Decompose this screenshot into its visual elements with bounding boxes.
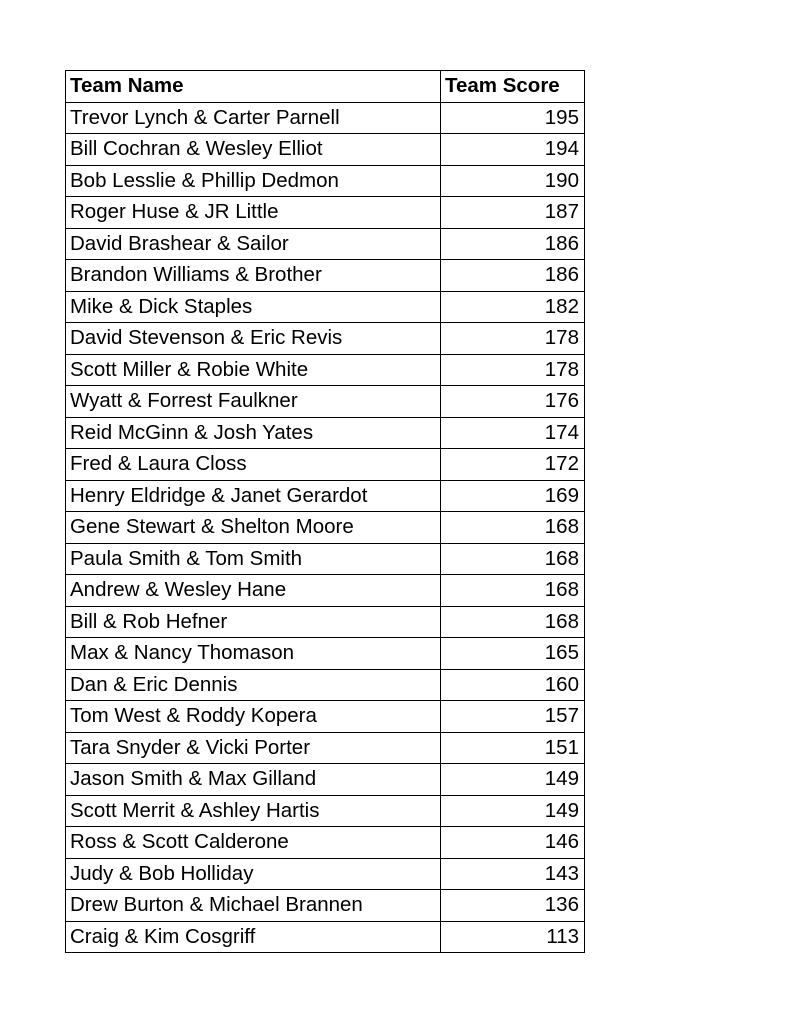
team-score-cell: 169 [441,480,585,512]
team-score-cell: 194 [441,134,585,166]
team-score-cell: 174 [441,417,585,449]
team-name-cell: Bill & Rob Hefner [66,606,441,638]
team-score-cell: 182 [441,291,585,323]
table-row [66,197,585,229]
team-name-cell: David Brashear & Sailor [66,228,441,260]
table-header-row [66,71,585,103]
team-name-cell: Drew Burton & Michael Brannen [66,890,441,922]
team-name-cell: Judy & Bob Holliday [66,858,441,890]
table-row [66,732,585,764]
team-score-cell: 157 [441,701,585,733]
team-name-cell: Tom West & Roddy Kopera [66,701,441,733]
team-score-cell: 149 [441,764,585,796]
table-row [66,323,585,355]
team-name-cell: Bob Lesslie & Phillip Dedmon [66,165,441,197]
team-name-header: Team Name [66,71,441,103]
team-name-cell: Tara Snyder & Vicki Porter [66,732,441,764]
table-row [66,386,585,418]
team-name-cell: Wyatt & Forrest Faulkner [66,386,441,418]
team-score-cell: 160 [441,669,585,701]
table-row [66,890,585,922]
table-row [66,291,585,323]
table-row [66,480,585,512]
team-name-cell: Scott Merrit & Ashley Hartis [66,795,441,827]
team-name-cell: Henry Eldridge & Janet Gerardot [66,480,441,512]
table-row [66,543,585,575]
team-name-cell: Paula Smith & Tom Smith [66,543,441,575]
team-name-cell: Roger Huse & JR Little [66,197,441,229]
team-name-cell: Brandon Williams & Brother [66,260,441,292]
table-row [66,134,585,166]
team-score-cell: 143 [441,858,585,890]
team-name-cell: Gene Stewart & Shelton Moore [66,512,441,544]
table-row [66,228,585,260]
team-name-cell: Jason Smith & Max Gilland [66,764,441,796]
table-row [66,669,585,701]
team-name-cell: Trevor Lynch & Carter Parnell [66,102,441,134]
team-score-cell: 113 [441,921,585,953]
table-row [66,449,585,481]
table-row [66,260,585,292]
team-score-cell: 149 [441,795,585,827]
table-row [66,102,585,134]
table-row [66,512,585,544]
table-row [66,764,585,796]
team-score-cell: 195 [441,102,585,134]
team-name-cell: Andrew & Wesley Hane [66,575,441,607]
team-score-cell: 186 [441,228,585,260]
table-row [66,858,585,890]
team-name-cell: David Stevenson & Eric Revis [66,323,441,355]
team-name-cell: Ross & Scott Calderone [66,827,441,859]
team-score-cell: 168 [441,575,585,607]
team-name-cell: Craig & Kim Cosgriff [66,921,441,953]
team-score-cell: 168 [441,512,585,544]
table-row [66,165,585,197]
team-score-cell: 176 [441,386,585,418]
team-name-cell: Max & Nancy Thomason [66,638,441,670]
table-row [66,795,585,827]
team-score-cell: 172 [441,449,585,481]
team-score-cell: 187 [441,197,585,229]
table-row [66,701,585,733]
table-body [66,102,585,953]
table-row [66,417,585,449]
table-row [66,921,585,953]
team-score-cell: 146 [441,827,585,859]
team-score-header: Team Score [441,71,585,103]
team-name-cell: Dan & Eric Dennis [66,669,441,701]
team-score-cell: 168 [441,606,585,638]
team-score-table [65,70,585,953]
table-row [66,354,585,386]
team-name-cell: Reid McGinn & Josh Yates [66,417,441,449]
team-name-cell: Fred & Laura Closs [66,449,441,481]
team-score-cell: 190 [441,165,585,197]
team-score-cell: 151 [441,732,585,764]
team-name-cell: Scott Miller & Robie White [66,354,441,386]
team-name-cell: Bill Cochran & Wesley Elliot [66,134,441,166]
team-score-cell: 178 [441,323,585,355]
table-row [66,606,585,638]
team-score-cell: 165 [441,638,585,670]
team-score-cell: 186 [441,260,585,292]
table-row [66,827,585,859]
team-score-cell: 168 [441,543,585,575]
table-row [66,575,585,607]
team-score-cell: 178 [441,354,585,386]
table-row [66,638,585,670]
team-score-cell: 136 [441,890,585,922]
team-name-cell: Mike & Dick Staples [66,291,441,323]
